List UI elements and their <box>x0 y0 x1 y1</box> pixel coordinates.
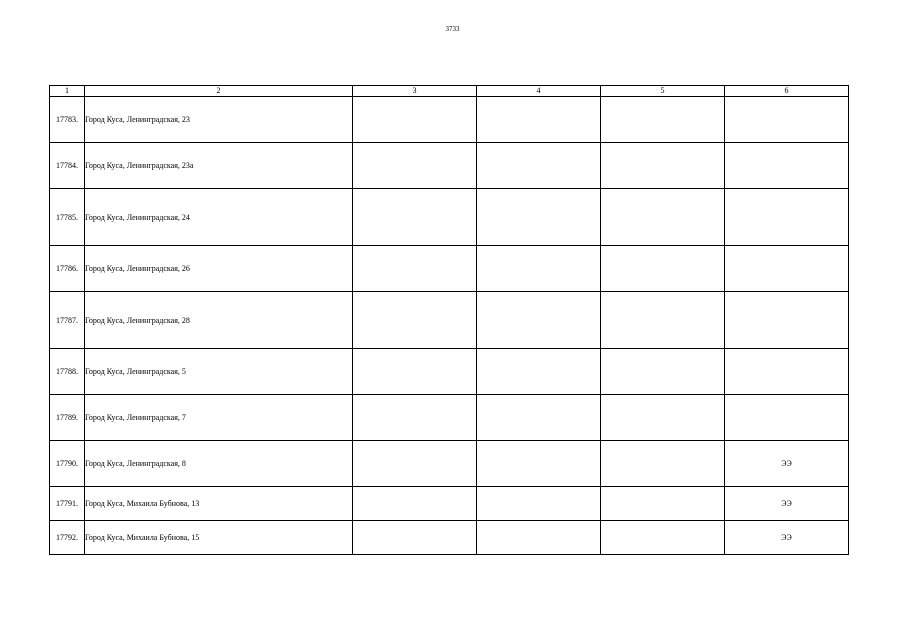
table-row <box>50 292 849 349</box>
cell-col4 <box>477 441 601 487</box>
row-number: 17786. <box>50 246 85 292</box>
cell-col5 <box>601 189 725 246</box>
cell-col5 <box>601 349 725 395</box>
cell-col3 <box>353 143 477 189</box>
row-number: 17783. <box>50 97 85 143</box>
cell-col5 <box>601 292 725 349</box>
cell-col4 <box>477 189 601 246</box>
cell-col4 <box>477 97 601 143</box>
table-row <box>50 395 849 441</box>
cell-col4 <box>477 395 601 441</box>
row-number: 17790. <box>50 441 85 487</box>
table-header-row <box>50 86 849 97</box>
column-header: 3 <box>353 86 477 97</box>
cell-col6 <box>725 349 849 395</box>
column-header: 6 <box>725 86 849 97</box>
address-cell: Город Куса, Ленинградская, 8 <box>85 441 353 487</box>
row-number: 17789. <box>50 395 85 441</box>
address-cell: Город Куса, Михаила Бубнова, 15 <box>85 521 353 555</box>
table-row <box>50 97 849 143</box>
column-header: 1 <box>50 86 85 97</box>
cell-col3 <box>353 349 477 395</box>
cell-col5 <box>601 441 725 487</box>
address-cell: Город Куса, Ленинградская, 7 <box>85 395 353 441</box>
cell-col6 <box>725 292 849 349</box>
cell-col6: ЭЭ <box>725 441 849 487</box>
cell-col6 <box>725 395 849 441</box>
address-cell: Город Куса, Ленинградская, 23а <box>85 143 353 189</box>
address-cell: Город Куса, Ленинградская, 26 <box>85 246 353 292</box>
cell-col5 <box>601 395 725 441</box>
row-number: 17784. <box>50 143 85 189</box>
row-number: 17792. <box>50 521 85 555</box>
address-cell: Город Куса, Михаила Бубнова, 13 <box>85 487 353 521</box>
cell-col6 <box>725 246 849 292</box>
cell-col6 <box>725 97 849 143</box>
cell-col3 <box>353 441 477 487</box>
column-header: 5 <box>601 86 725 97</box>
cell-col3 <box>353 292 477 349</box>
cell-col4 <box>477 521 601 555</box>
cell-col6 <box>725 189 849 246</box>
table-row <box>50 189 849 246</box>
row-number: 17785. <box>50 189 85 246</box>
table-row <box>50 143 849 189</box>
row-number: 17787. <box>50 292 85 349</box>
table-row <box>50 487 849 521</box>
cell-col3 <box>353 97 477 143</box>
cell-col3 <box>353 487 477 521</box>
address-cell: Город Куса, Ленинградская, 23 <box>85 97 353 143</box>
cell-col6 <box>725 143 849 189</box>
table-row <box>50 441 849 487</box>
column-header: 4 <box>477 86 601 97</box>
cell-col3 <box>353 395 477 441</box>
cell-col3 <box>353 246 477 292</box>
cell-col4 <box>477 487 601 521</box>
cell-col4 <box>477 246 601 292</box>
row-number: 17788. <box>50 349 85 395</box>
cell-col6: ЭЭ <box>725 521 849 555</box>
cell-col4 <box>477 143 601 189</box>
page-number: 3733 <box>445 25 460 33</box>
cell-col5 <box>601 143 725 189</box>
address-cell: Город Куса, Ленинградская, 24 <box>85 189 353 246</box>
cell-col3 <box>353 189 477 246</box>
cell-col4 <box>477 292 601 349</box>
cell-col4 <box>477 349 601 395</box>
cell-col5 <box>601 487 725 521</box>
table-row <box>50 246 849 292</box>
column-header: 2 <box>85 86 353 97</box>
cell-col6: ЭЭ <box>725 487 849 521</box>
register-table <box>49 85 849 555</box>
row-number: 17791. <box>50 487 85 521</box>
address-cell: Город Куса, Ленинградская, 28 <box>85 292 353 349</box>
cell-col5 <box>601 246 725 292</box>
address-cell: Город Куса, Ленинградская, 5 <box>85 349 353 395</box>
cell-col5 <box>601 521 725 555</box>
table-row <box>50 349 849 395</box>
cell-col5 <box>601 97 725 143</box>
cell-col3 <box>353 521 477 555</box>
table-row <box>50 521 849 555</box>
